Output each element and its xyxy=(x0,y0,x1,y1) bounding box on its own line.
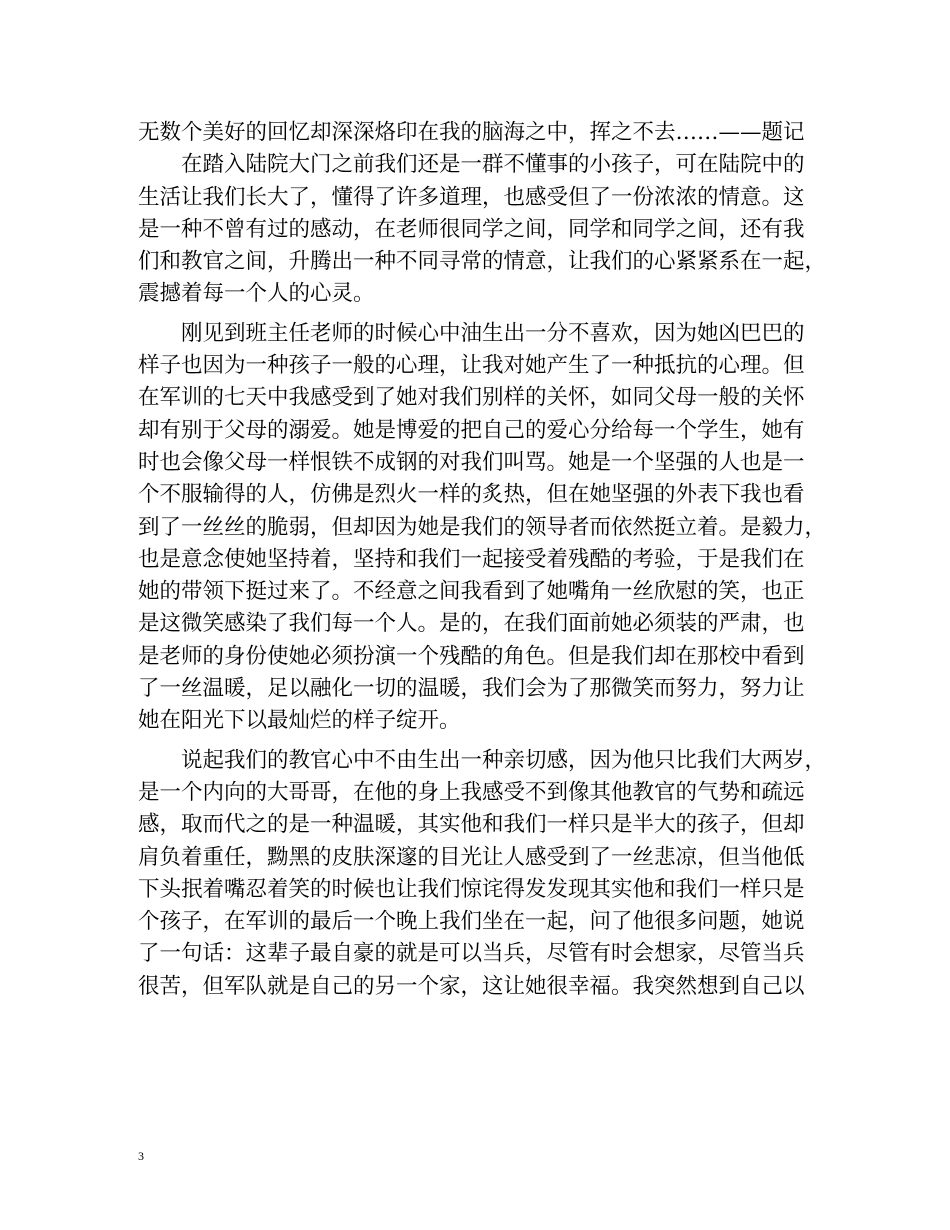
text-line: 是这微笑感染了我们每一个人。是的，在我们面前她必须装的严肃，也 xyxy=(138,611,805,637)
text-line: 是老师的身份使她必须扮演一个残酷的角色。但是我们却在那校中看到 xyxy=(138,643,805,669)
page-number: 3 xyxy=(138,1149,144,1163)
text-line: 也是意念使她坚持着，坚持和我们一起接受着残酷的考验，于是我们在 xyxy=(138,546,805,572)
text-line: 个不服输得的人，仿佛是烈火一样的炙热，但在她坚强的外表下我也看 xyxy=(138,482,805,508)
paragraph-3 xyxy=(138,745,828,1003)
paragraph-1 xyxy=(138,117,828,311)
text-line: 她的带领下挺过来了。不经意之间我看到了她嘴角一丝欣慰的笑，也正 xyxy=(138,579,805,605)
text-line: 在踏入陆院大门之前我们还是一群不懂事的小孩子，可在陆院中的 xyxy=(138,152,805,178)
text-line: 无数个美好的回忆却深深烙印在我的脑海之中，挥之不去……——题记 xyxy=(138,120,805,145)
text-line: 很苦，但军队就是自己的另一个家，这让她很幸福。我突然想到自己以 xyxy=(138,973,805,999)
text-line: 她在阳光下以最灿烂的样子绽开。 xyxy=(138,708,461,734)
text-line: 却有别于父母的溺爱。她是博爱的把自己的爱心分给每一个学生，她有 xyxy=(138,417,805,443)
text-line: 震撼着每一个人的心灵。 xyxy=(138,281,375,307)
text-line: 们和教官之间，升腾出一种不同寻常的情意，让我们的心紧紧系在一起， xyxy=(138,249,827,275)
text-line: 时也会像父母一样恨铁不成钢的对我们叫骂。她是一个坚强的人也是一 xyxy=(138,449,805,475)
text-line: 到了一丝丝的脆弱，但却因为她是我们的领导者而依然挺立着。是毅力， xyxy=(138,514,827,540)
text-line: 是一个内向的大哥哥，在他的身上我感受不到像其他教官的气势和疏远 xyxy=(138,779,805,805)
paragraph-2 xyxy=(138,318,828,738)
text-line: 刚见到班主任老师的时候心中油生出一分不喜欢，因为她凶巴巴的 xyxy=(138,320,805,346)
text-line: 了一丝温暖，足以融化一切的温暖，我们会为了那微笑而努力，努力让 xyxy=(138,676,805,702)
text-line: 肩负着重任，黝黑的皮肤深邃的目光让人感受到了一丝悲凉，但当他低 xyxy=(138,844,805,870)
text-line: 感，取而代之的是一种温暖，其实他和我们一样只是半大的孩子，但却 xyxy=(138,812,805,838)
text-line: 在军训的七天中我感受到了她对我们别样的关怀，如同父母一般的关怀 xyxy=(138,385,805,411)
text-line: 个孩子，在军训的最后一个晚上我们坐在一起，问了他很多问题，她说 xyxy=(138,909,805,935)
text-line: 样子也因为一种孩子一般的心理，让我对她产生了一种抵抗的心理。但 xyxy=(138,353,805,379)
document-page xyxy=(138,117,828,1003)
text-line: 下头抿着嘴忍着笑的时候也让我们惊诧得发发现其实他和我们一样只是 xyxy=(138,876,805,902)
text-line: 是一种不曾有过的感动，在老师很同学之间，同学和同学之间，还有我 xyxy=(138,216,805,242)
text-line: 生活让我们长大了，懂得了许多道理，也感受但了一份浓浓的情意。这 xyxy=(138,184,805,210)
text-line: 了一句话：这辈子最自豪的就是可以当兵，尽管有时会想家，尽管当兵 xyxy=(138,941,805,967)
text-line: 说起我们的教官心中不由生出一种亲切感，因为他只比我们大两岁， xyxy=(138,747,827,773)
